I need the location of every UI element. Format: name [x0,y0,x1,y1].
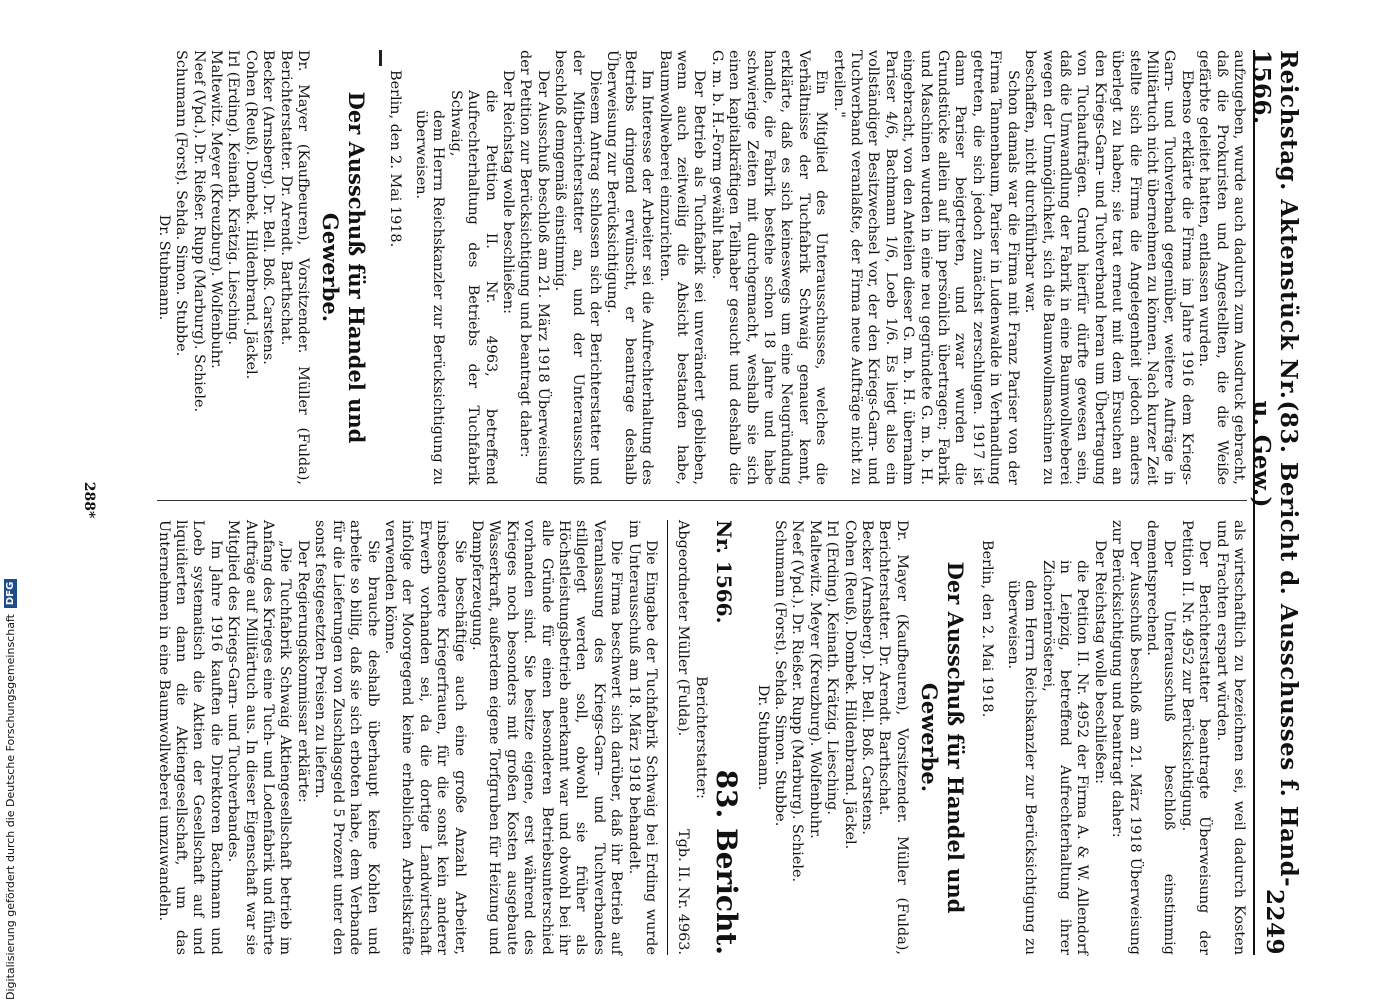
resolution-text: die Petition II. Nr. 4952 der Firma A. & W. Allendorf in Leipzig, betreffend Aufrechterhaltung ihrer Zichorienrösterei, [1039,560,1091,955]
section-rule [667,520,668,955]
member-line: Neef (Vpd.). Dr. Rießer. Rupp (Marburg). Schiele. [190,50,207,413]
paragraph: aufzugeben, wurde auch dadurch zum Ausdruck gebracht, daß die Prokuristen und Angestellten, die die Weiße gefärbte geleitet hatten, entlassen wurden. [1196,50,1247,485]
member-line: Neef (Vpd.). Dr. Rießer. Rupp (Marburg). Schiele. [789,520,806,883]
rapporteur-row [674,520,691,955]
member-line: Dr. Stubmann. [155,214,172,321]
date-line: Berlin, den 2. Mai 1918. [387,70,404,248]
member-line: Cohen (Reuß). Dombek. Hildenbrand. Jäckel. [841,520,858,850]
paragraph: Im Jahre 1916 kauften die Direktoren Bachmann und Loeb systematisch die Aktien der Gesellschaft auf und liquidierten dann die Aktiengesellschaft, um das Unternehmen in eine Baumwollweberei umzuwandeln. [155,520,224,955]
journal-number: Tgb. II. Nr. 4963. [675,829,692,955]
member-line: Schumann (Forst). Sehda. Simon. Stubbe. [772,520,789,827]
document-number: Nr. 1566. [712,520,737,624]
dfg-logo: DFG [4,579,17,608]
member-line: Irl (Erding). Keinath. Krätzig. Liesching. [225,50,242,345]
column-divider [157,500,1247,501]
paragraph: Der Ausschuß beschloß am 21. März 1918 Überweisung zur Berücksichtigung und beantragt daher: [1109,520,1143,955]
paragraph: Im Interesse der Arbeiter sei die Aufrechterhaltung des Betriebs dringend erwünscht, er beantrage deshalb Überweisung zur Berücksichtigung. [604,50,656,485]
paragraph: Sie brauche deshalb überhaupt keine Kohlen und arbeite so billig, daß sie sich erboten habe, dem Verbande für die Lieferungen von Zuschlagsgeld 5 Prozent unter den sonst festgesetzten Preisen zu liefern. [312,520,381,955]
paragraph: als wirtschaftlich zu bezeichnen sei, weil dadurch Kosten und Frachten erspart würden. [1213,520,1247,955]
paragraph: Ein Mitglied des Unterausschusses, welches die Verhältnisse der Tuchfabrik Schwaig genauer kennt, erklärte, daß es sich keineswegs um eine Neugründung handle, die Fabrik bestehe schon 18 Jahre und habe schwierige Zeiten mit durchgemacht, weshalb sie sich einen kapitalkräftigen Teilhaber gesucht und deshalb die G. m. b. H.-Form gewählt habe. [708,50,830,485]
resolution-text: dem Herrn Reichskanzler zur Berücksichtigung zu überweisen. [412,110,447,485]
paragraph: Schon damals war die Firma mit Franz Pariser von der Firma Tannenbaum, Pariser in Ludenwalde in Verhandlung getreten, die sich jedoch zunächst zerschlugen. 1917 ist dann Pariser beigetreten, und zwar wurden die Grundstücke allein auf ihn persönlich übertragen; Fabrik und Maschinen wurden in eine neu gegründete G. m. b. H. eingebracht, von den Anteilen dieser G. m. b. H. übernahm Pariser 4/6, Bachmann 1/6, Loeb 1/6. Es liegt also ein vollständiger Besitzwechsel vor, der den Kriegs-Garn- und Tuchverband veranlaßte, der Firma neue Aufträge nicht zu erteilen." [830,50,1021,485]
paragraph: Diesem Antrag schlossen sich der Berichterstatter und der Mitberichterstatter an, und der Unterausschuß beschloß demgemäß einstimmig. [552,50,603,485]
member-line: Dr. Mayer (Kaufbeuren), Vorsitzender. Müller (Fulda), Berichterstatter. Dr. Arendt. Barthschat. [876,520,910,955]
page-header [1248,50,1302,955]
date-line: Berlin, den 2. Mai 1918. [979,540,996,718]
header-left: Reichstag. Aktenstück Nr. 1566. [1248,50,1302,400]
paragraph: Der Unterausschuß beschloß einstimmig dementsprechend. [1143,520,1178,955]
member-line: Schumann (Forst). Sehda. Simon. Stubbe. [173,50,190,357]
header-center: (83. Bericht d. Ausschusses f. Hand- u. Gew.) [1248,400,1302,888]
dash-mark [379,50,382,66]
member-line: Maltewitz. Meyer (Kreuzburg). Wolfenbuhr. [806,520,823,839]
right-column [157,520,1247,955]
left-column [157,50,1247,485]
resolution-text: dem Herrn Reichskanzler zur Berücksichtigung zu überweisen. [1004,580,1039,955]
member-line: Cohen (Reuß). Dombek. Hildenbrand. Jäckel. [242,50,259,380]
header-page-number: 2249 [1261,888,1289,955]
paragraph: Der Reichstag wolle beschließen: [499,70,516,315]
paragraph: Die Eingabe der Tuchfabrik Schwaig bei Erding wurde im Unterausschuß am 18. März 1918 behandelt. [625,520,660,955]
member-line: Dr. Mayer (Kaufbeuren), Vorsitzender. Müller (Fulda), Berichterstatter. Dr. Arendt. Barthschat. [277,50,312,485]
committee-title: Der Ausschuß für Handel und Gewerbe. [318,91,370,444]
paragraph: Der Reichstag wolle beschließen: [1091,540,1108,785]
paragraph: Ebenso erklärte die Firma im Jahre 1916 dem Kriegs-Garn- und Tuchverband gegenüber, weitere Aufträge in Militärtuch nicht übernehmen zu können. Nach kurzer Zeit stellte sich die Firma die Angelegenheit jedoch anders überlegt zu haben; sie trat erneut mit dem Ersuchen an den Kriegs-Garn- und Tuchverband heran um Übertragung von Tuchaufträgen. Grund hierfür dürfte gewesen sein, daß die Umwandlung der Fabrik in eine Baumwollweberei wegen der Unmöglichkeit, sich die Baumwollmaschinen zu beschaffen, nicht durchführbar war. [1022,50,1195,485]
paragraph: „Die Tuchfabrik Schwaig Aktiengesellschaft betrieb im Anfang des Krieges eine Tuch- und Lodenfabrik und führte Aufträge auf Militärtuch aus. In dieser Eigenschaft war sie Mitglied des Kriegs-Garn- und Tuchverbandes. [225,520,294,955]
member-line: Irl (Erding). Keinath. Krätzig. Liesching. [824,520,841,815]
rapporteur-name: Abgeordneter Müller (Fulda). [675,520,692,737]
document-number-row [710,520,744,955]
digitization-credit [4,0,17,1000]
member-line: Becker (Arnsberg). Dr. Bell. Boß. Carstens. [859,520,876,835]
member-line: Dr. Stubmann. [754,684,771,791]
paragraph: Sie beschäftige auch eine große Anzahl Arbeiter, insbesondere Kriegerfrauen, für die sonst kein anderer Erwerb vorhanden sei, da die dortige Landwirtschaft infolge der Moorgegend keine erheblichen Arbeitskräfte verwenden könne. [381,520,468,955]
paragraph: Die Firma beschwert sich darüber, daß ihr Betrieb auf Veranlassung des Kriegs-Garn- und Tuchverbandes stillgelegt werden soll, obwohl sie früher als Höchstleistungsbetrieb anerkannt war und obwohl bei ihr alle Gründe für einen besonderen Betriebsunterschied vorhanden sind. Sie besitze eigene, erst während des Krieges noch besonders mit großen Kosten ausgebaute Wasserkraft, außerdem eigene Torfgruben für Heizung und Dampferzeugung. [468,520,625,955]
member-line: Becker (Arnsberg). Dr. Bell. Boß. Carstens. [260,50,277,365]
sheet-mark: 288* [81,481,97,519]
paragraph: Der Berichterstatter beantragte Überweisung der Petition II. Nr. 4952 zur Berücksichtigung. [1178,520,1213,955]
paragraph: Der Ausschuß beschloß am 21. März 1918 Überweisung der Petition zur Berücksichtigung und beantragt daher: [517,50,551,485]
paragraph: Der Betrieb als Tuchfabrik sei unverändert geblieben, wenn auch zeitweilig die Absicht bestanden habe, Baumwollweberei einzurichten. [656,50,708,485]
digitization-note: Digitalisierung gefördert durch die Deutsche Forschungsgemeinschaft [4,614,17,1000]
paragraph: Der Regierungskommissar erklärte: [294,540,311,803]
resolution-text: die Petition II. Nr. 4963, betreffend Aufrechterhaltung des Betriebs der Tuchfabrik Schwaig, [447,90,499,485]
committee-title: Der Ausschuß für Handel und Gewerbe. [916,561,968,914]
member-line: Maltewitz. Meyer (Kreuzburg). Wolfenbuhr. [208,50,225,369]
report-title: 83. Bericht. [710,769,744,955]
rapporteur-label: Berichterstatter: [692,676,709,799]
